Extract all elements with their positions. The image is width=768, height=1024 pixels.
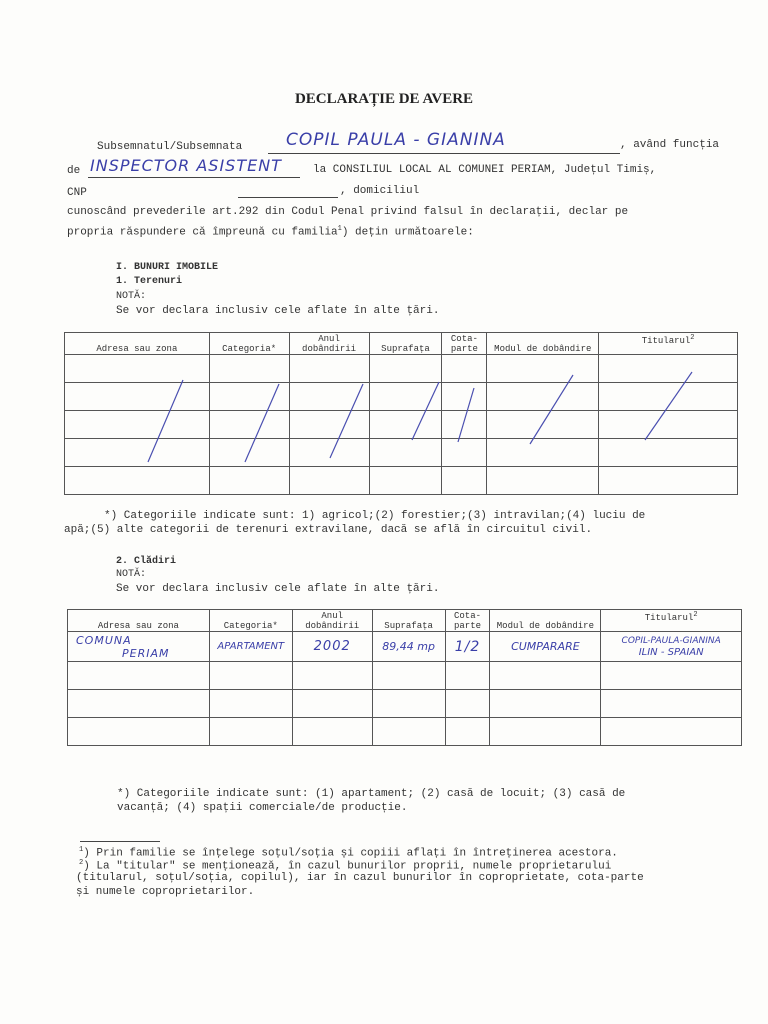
col-header: Modul de dobândire (487, 333, 599, 355)
strike-mark (148, 380, 183, 462)
footnote-2-line-3: și numele coproprietarilor. (76, 886, 255, 898)
intro-line-1: cunoscând prevederile art.292 din Codul Penal privind falsul în declarații, declar pe (67, 206, 629, 218)
terenuri-footnote-1: *) Categoriile indicate sunt: 1) agricol;(2) forestier;(3) intravilan;(4) luciu de (104, 510, 646, 522)
subsemnatul-label: Subsemnatul/Subsemnata (97, 141, 243, 153)
col-header: Titularul$^2$ (599, 333, 738, 355)
strike-mark (330, 384, 363, 458)
table-row (68, 718, 742, 746)
cell-cota: 1/2 (445, 632, 490, 662)
cell-adresa: COMUNA PERIAM (68, 632, 210, 662)
cell-suprafata: 89,44 mp (372, 632, 445, 662)
nota-text: Se vor declara inclusiv cele aflate în alte țări. (116, 583, 440, 595)
col-header: Cota-parte (442, 333, 487, 355)
cnp-label: CNP (67, 187, 87, 199)
strike-mark (530, 375, 573, 444)
declarant-name: COPIL PAULA - GIANINA (286, 130, 506, 150)
cladiri-heading: 2. Clădiri (116, 556, 177, 567)
cell-anul: 2002 (292, 632, 372, 662)
intro-line-2: propria răspundere că împreună cu familia$^1$) dețin următoarele: (67, 225, 474, 239)
section-heading: I. BUNURI IMOBILE (116, 262, 219, 273)
footnote-2: $^2$) La "titular" se menționează, în cazul bunurilor proprii, numele proprietarului (79, 859, 612, 873)
institution-text: la CONSILIUL LOCAL AL COMUNEI PERIAM, Județul Timiș, (313, 164, 657, 176)
cell-categoria: APARTAMENT (209, 632, 292, 662)
nota-label: NOTĂ: (116, 569, 147, 580)
col-header: Anul dobândirii (289, 333, 369, 355)
col-header: Titularul$^2$ (601, 610, 742, 632)
strike-mark (458, 388, 474, 442)
function-value: INSPECTOR ASISTENT (90, 156, 282, 175)
document-title: DECLARAȚIE DE AVERE (294, 91, 474, 107)
col-header: Anul dobândirii (292, 610, 372, 632)
table-row (68, 662, 742, 690)
col-header: Modul de dobândire (490, 610, 601, 632)
col-header: Adresa sau zona (68, 610, 210, 632)
de-label: de (67, 165, 81, 177)
terenuri-footnote-2: apă;(5) alte categorii de terenuri extravilane, dacă se află în circuitul civil. (64, 524, 593, 536)
nota-label: NOTĂ: (116, 291, 147, 302)
footnote-2-line-2: (titularul, soțul/soția, copilul), iar în cazul bunurilor în coproprietate, cota-parte (76, 872, 644, 884)
cladiri-footnote-1: *) Categoriile indicate sunt: (1) apartament; (2) casă de locuit; (3) casă de (117, 788, 626, 800)
cell-titular: COPIL-PAULA-GIANINA ILIN - SPAIAN (601, 632, 742, 662)
terenuri-heading: 1. Terenuri (116, 276, 183, 287)
col-header: Cota-parte (445, 610, 490, 632)
cell-modul: CUMPARARE (490, 632, 601, 662)
footnote-divider (80, 841, 160, 842)
table-row (68, 632, 742, 662)
col-header: Adresa sau zona (65, 333, 210, 355)
cladiri-footnote-2: vacanță; (4) spații comerciale/de producție. (117, 802, 408, 814)
avand-functia-text: , având funcția (620, 139, 720, 151)
strike-mark (645, 372, 692, 440)
col-header: Suprafața (369, 333, 442, 355)
strike-mark (245, 384, 279, 462)
col-header: Categoria* (209, 610, 292, 632)
col-header: Categoria* (209, 333, 289, 355)
nota-text: Se vor declara inclusiv cele aflate în alte țări. (116, 305, 440, 317)
col-header: Suprafața (372, 610, 445, 632)
footnote-1: $^1$) Prin familie se înțelege soțul/soția și copiii aflați în întreținerea acestora. (79, 846, 618, 860)
domiciliul-text: , domiciliul (340, 185, 420, 197)
strike-mark (412, 382, 439, 440)
table-header-row (68, 610, 742, 632)
cladiri-table (67, 609, 742, 746)
table-row (68, 690, 742, 718)
